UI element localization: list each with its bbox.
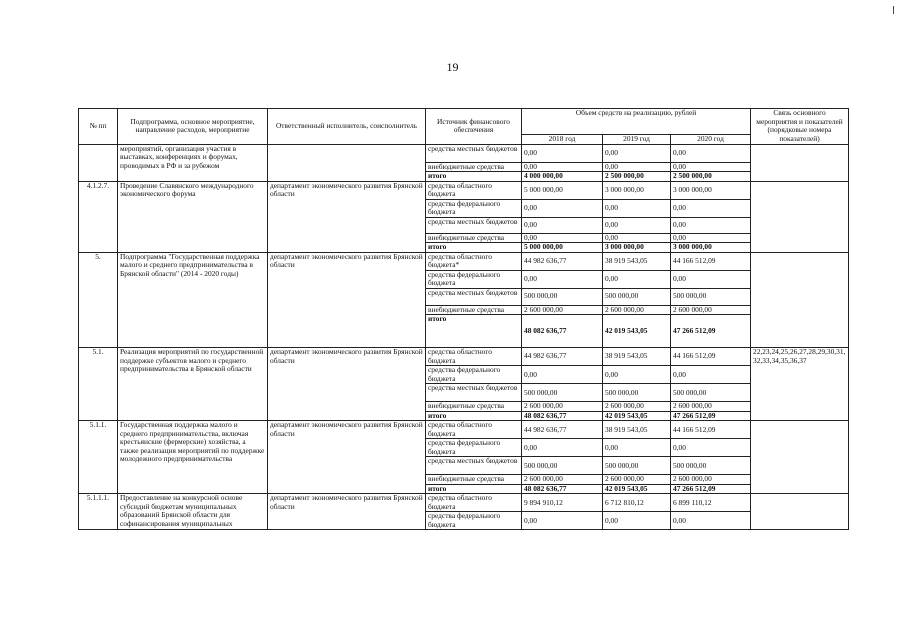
row-link [751,144,849,181]
row-value-2020: 44 166 512,09 [671,252,751,270]
row-value-2018: 500 000,00 [522,457,603,475]
row-link [751,181,849,252]
funding-table [78,108,849,530]
row-value-2018: 44 982 636,77 [522,348,603,366]
row-value-2018: 2 600 000,00 [522,305,603,315]
row-source: внебюджетные средства [426,305,522,315]
table-row [79,252,849,270]
row-executor: департамент экономического развития Брянской области [268,348,426,421]
row-number [79,144,118,181]
row-value-2019: 0,00 [603,162,671,172]
row-value-2019: 500 000,00 [603,384,671,402]
row-value-2018: 44 982 636,77 [522,421,603,439]
row-source: итого [426,484,522,494]
row-value-2020: 2 600 000,00 [671,305,751,315]
table-row [79,348,849,366]
row-value-2019: 42 019 543,05 [603,315,671,348]
header-num: № пп [79,109,118,145]
row-source: итого [426,315,522,348]
row-executor: департамент экономического развития Брянской области [268,252,426,348]
row-value-2018: 2 600 000,00 [522,402,603,412]
row-source: средства федерального бюджета [426,512,522,530]
table-row [79,494,849,512]
row-source: итого [426,172,522,182]
row-value-2019: 0,00 [603,439,671,457]
row-source: средства областного бюджета [426,181,522,199]
header-program: Подпрограмма, основное мероприятие, направление расходов, мероприятие [118,109,268,145]
row-value-2018: 0,00 [522,233,603,243]
header-link: Связь основного мероприятия и показателей (порядковые номера показателей) [751,109,849,145]
row-source: средства местных бюджетов [426,457,522,475]
row-source: средства федерального бюджета [426,199,522,217]
row-source: средства областного бюджета* [426,252,522,270]
header-year-2020: 2020 год [671,135,751,145]
row-value-2018: 48 082 636,77 [522,411,603,421]
row-value-2020: 0,00 [671,366,751,384]
table-body [79,144,849,530]
row-value-2018: 500 000,00 [522,384,603,402]
row-value-2019: 0,00 [603,199,671,217]
row-value-2019: 3 000 000,00 [603,243,671,253]
row-number: 5.1. [79,348,118,421]
row-value-2018: 48 082 636,77 [522,315,603,348]
row-program: Проведение Славянского международного экономического форума [118,181,268,252]
row-program: Реализация мероприятий по государственной поддержке субъектов малого и среднего предпринимательства в Брянской области [118,348,268,421]
table-row [79,421,849,439]
row-value-2018: 4 000 000,00 [522,172,603,182]
row-source: итого [426,243,522,253]
row-value-2019: 0,00 [603,512,671,530]
page-number: 19 [446,60,459,74]
table-row [79,181,849,199]
row-source: внебюджетные средства [426,162,522,172]
row-value-2020: 0,00 [671,439,751,457]
row-value-2018: 5 000 000,00 [522,181,603,199]
row-source: средства областного бюджета [426,348,522,366]
row-value-2020: 2 600 000,00 [671,475,751,485]
header-year-2018: 2018 год [522,135,603,145]
row-executor: департамент экономического развития Брянской области [268,421,426,494]
row-value-2020: 0,00 [671,162,751,172]
row-value-2020: 0,00 [671,233,751,243]
row-value-2018: 0,00 [522,162,603,172]
row-program: Государственная поддержка малого и среднего предпринимательства, включая крестьянские (фермерские) хозяйства, а также реализация мероприятий по поддержке молодежного предпринимательства [118,421,268,494]
row-value-2019: 42 019 543,05 [603,411,671,421]
row-link [751,494,849,530]
row-source: средства федерального бюджета [426,439,522,457]
table-row [79,144,849,162]
row-value-2018: 44 982 636,77 [522,252,603,270]
row-source: средства федерального бюджета [426,366,522,384]
row-value-2018: 2 600 000,00 [522,475,603,485]
row-value-2020: 0,00 [671,217,751,233]
row-value-2019: 0,00 [603,270,671,288]
header-volume: Объем средств на реализацию, рублей [522,109,751,135]
row-source: внебюджетные средства [426,475,522,485]
row-value-2019: 38 919 543,05 [603,348,671,366]
row-value-2018: 0,00 [522,366,603,384]
header-year-2019: 2019 год [603,135,671,145]
row-value-2020: 2 600 000,00 [671,402,751,412]
row-value-2018: 0,00 [522,439,603,457]
row-program: мероприятий, организация участия в выставках, конференциях и форумах, проводимых в РФ и за рубежом [118,144,268,181]
row-value-2019: 0,00 [603,144,671,162]
row-value-2019: 38 919 543,05 [603,252,671,270]
row-value-2020: 47 266 512,09 [671,484,751,494]
row-value-2020: 47 266 512,09 [671,315,751,348]
row-value-2019: 38 919 543,05 [603,421,671,439]
row-number: 5.1.1. [79,421,118,494]
row-value-2020: 3 000 000,00 [671,181,751,199]
row-value-2019: 0,00 [603,233,671,243]
row-value-2019: 2 500 000,00 [603,172,671,182]
row-value-2020: 2 500 000,00 [671,172,751,182]
row-value-2020: 500 000,00 [671,457,751,475]
row-value-2020: 500 000,00 [671,384,751,402]
header-executor: Ответственный исполнитель, соисполнитель [268,109,426,145]
row-value-2020: 0,00 [671,199,751,217]
row-executor [268,144,426,181]
row-source: средства областного бюджета [426,494,522,512]
row-value-2019: 2 600 000,00 [603,305,671,315]
row-value-2018: 0,00 [522,217,603,233]
row-source: средства местных бюджетов [426,217,522,233]
row-value-2018: 500 000,00 [522,288,603,305]
row-value-2018: 5 000 000,00 [522,243,603,253]
row-link: 22,23,24,25,26,27,28,29,30,31,32,33,34,35,36,37 [751,348,849,421]
row-executor: департамент экономического развития Брянской области [268,181,426,252]
row-value-2020: 47 266 512,09 [671,411,751,421]
row-value-2019: 500 000,00 [603,457,671,475]
row-source: итого [426,411,522,421]
row-value-2019: 0,00 [603,366,671,384]
row-value-2020: 6 899 110,12 [671,494,751,512]
row-number: 4.1.2.7. [79,181,118,252]
row-value-2020: 44 166 512,09 [671,348,751,366]
row-value-2020: 0,00 [671,144,751,162]
row-value-2018: 0,00 [522,512,603,530]
row-source: средства федерального бюджета [426,270,522,288]
row-value-2019: 42 019 543,05 [603,484,671,494]
row-value-2019: 0,00 [603,217,671,233]
row-value-2019: 500 000,00 [603,288,671,305]
row-executor: департамент экономического развития Брянской области [268,494,426,530]
row-value-2019: 6 712 810,12 [603,494,671,512]
row-number: 5.1.1.1. [79,494,118,530]
row-value-2020: 500 000,00 [671,288,751,305]
scan-mark [893,6,894,14]
row-program: Подпрограмма "Государственная поддержка малого и среднего предпринимательства в Брянской области" (2014 - 2020 годы) [118,252,268,348]
row-source: средства местных бюджетов [426,288,522,305]
row-value-2019: 2 600 000,00 [603,402,671,412]
row-source: средства областного бюджета [426,421,522,439]
row-value-2018: 9 894 910,12 [522,494,603,512]
row-value-2018: 0,00 [522,270,603,288]
row-value-2020: 0,00 [671,512,751,530]
row-link [751,421,849,494]
row-value-2018: 0,00 [522,199,603,217]
row-source: внебюджетные средства [426,402,522,412]
row-value-2020: 44 166 512,09 [671,421,751,439]
row-value-2020: 0,00 [671,270,751,288]
row-source: средства местных бюджетов [426,384,522,402]
row-value-2019: 3 000 000,00 [603,181,671,199]
row-value-2018: 48 082 636,77 [522,484,603,494]
row-value-2018: 0,00 [522,144,603,162]
row-link [751,252,849,348]
header-source: Источник финансового обеспечения [426,109,522,145]
row-value-2020: 3 000 000,00 [671,243,751,253]
row-number: 5. [79,252,118,348]
row-source: средства местных бюджетов [426,144,522,162]
row-source: внебюджетные средства [426,233,522,243]
row-value-2019: 2 600 000,00 [603,475,671,485]
row-program: Предоставление на конкурсной основе субсидий бюджетам муниципальных образований Брянской области для софинансирования муниципальных [118,494,268,530]
